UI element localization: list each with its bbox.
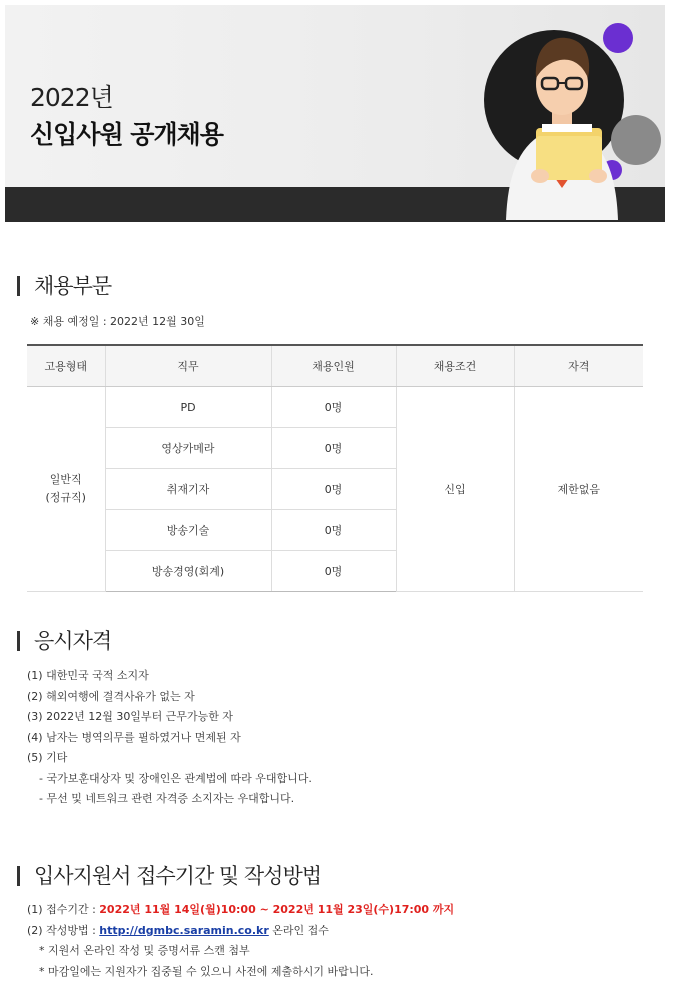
method-suffix: 온라인 접수 (268, 923, 329, 937)
method-label: (2) 작성방법 : (27, 923, 100, 937)
list-item: (5) 기타 (27, 751, 68, 764)
job-cell: 방송기술 (105, 510, 271, 551)
list-sub-item: * 마감일에는 지원자가 집중될 수 있으니 사전에 제출하시기 바랍니다. (39, 964, 374, 978)
list-item: (4) 남자는 병역의무를 필하였거나 면제된 자 (27, 730, 241, 744)
employment-type-cell (27, 387, 105, 592)
list-sub-item: - 국가보훈대상자 및 장애인은 관계법에 따라 우대합니다. (39, 771, 312, 785)
count-cell: 0명 (271, 387, 396, 428)
list-item (27, 900, 454, 921)
list-item: (1) 대한민국 국적 소지자 (27, 669, 149, 682)
count-cell: 0명 (271, 510, 396, 551)
list-item (27, 921, 454, 942)
condition-cell: 신입 (396, 387, 514, 592)
count-cell: 0명 (271, 428, 396, 469)
list-sub-item: - 무선 및 네트워크 관련 자격증 소지자는 우대합니다. (39, 792, 295, 805)
job-cell: PD (105, 387, 271, 428)
list-sub-item: * 지원서 온라인 작성 및 증명서류 스캔 첨부 (39, 944, 250, 957)
employment-type-line1: 일반직 (49, 473, 82, 486)
application-list (27, 900, 454, 982)
qualification-cell: 제한없음 (514, 387, 643, 592)
job-cell: 영상카메라 (105, 428, 271, 469)
header-employment-type: 고용형태 (27, 345, 105, 387)
count-cell: 0명 (271, 469, 396, 510)
section-title-eligibility: 응시자격 (17, 631, 111, 651)
positions-table (27, 344, 643, 592)
employment-type-line2: (정규직) (45, 491, 86, 504)
header-count: 채용인원 (271, 345, 396, 387)
banner-year: 2022년 (30, 83, 113, 112)
list-item: (2) 해외여행에 결격사유가 없는 자 (27, 689, 195, 703)
header-job: 직무 (105, 345, 271, 387)
hiring-date-note: ※ 채용 예정일 : 2022년 12월 30일 (30, 315, 205, 328)
section-title-positions: 채용부문 (17, 276, 111, 296)
eligibility-list (27, 666, 312, 810)
job-cell: 방송경영(회계) (105, 551, 271, 592)
banner-title: 신입사원 공개채용 (30, 120, 223, 149)
list-item: (3) 2022년 12월 30일부터 근무가능한 자 (27, 710, 233, 723)
count-cell: 0명 (271, 551, 396, 592)
table-header-row (27, 345, 643, 387)
header-condition: 채용조건 (396, 345, 514, 387)
job-cell: 취재기자 (105, 469, 271, 510)
businessman-illustration (484, 8, 674, 220)
header-qualification: 자격 (514, 345, 643, 387)
table-row (27, 387, 643, 428)
section-title-application: 입사지원서 접수기간 및 작성방법 (17, 866, 321, 886)
period-value: 2022년 11월 14일(월)10:00 ~ 2022년 11월 23일(수)17:00 까지 (99, 903, 455, 916)
period-label: (1) 접수기간 : (27, 903, 100, 916)
application-site-link[interactable]: http://dgmbc.saramin.co.kr (99, 923, 269, 937)
